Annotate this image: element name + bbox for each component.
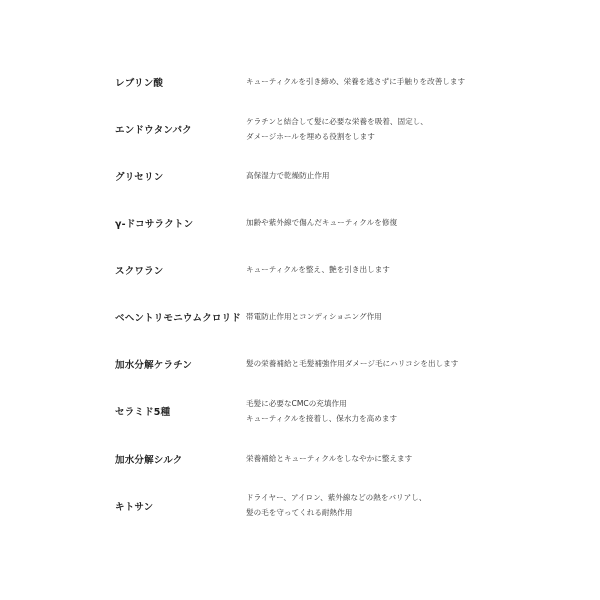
description-line: キューティクルを引き締め、栄養を逃さずに手触りを改善します xyxy=(246,77,466,86)
ingredient-description xyxy=(246,396,397,426)
description-line: 髪の毛を守ってくれる耐熱作用 xyxy=(246,508,353,517)
description-line: 毛髪に必要なCMCの充填作用 xyxy=(246,399,347,408)
ingredient-description xyxy=(246,74,465,89)
ingredient-name: 加水分解シルク xyxy=(115,455,183,466)
ingredient-name: 加水分解ケラチン xyxy=(115,360,193,371)
ingredient-name: ベヘントリモニウムクロリド xyxy=(115,313,242,324)
description-line: キューティクルを接着し、保水力を高めます xyxy=(246,414,398,423)
ingredient-description xyxy=(246,215,397,230)
ingredient-name: スクワラン xyxy=(115,266,164,277)
ingredient-name: エンドウタンパク xyxy=(115,125,192,136)
description-line: 帯電防止作用とコンディショニング作用 xyxy=(246,312,382,321)
description-line: 高保湿力で乾燥防止作用 xyxy=(246,171,330,180)
ingredient-description xyxy=(246,309,382,324)
ingredient-name: キトサン xyxy=(115,502,154,513)
ingredient-name: γ-ドコサラクトン xyxy=(115,219,194,230)
ingredient-name: グリセリン xyxy=(115,172,164,183)
ingredient-name: セラミド5種 xyxy=(115,407,171,418)
description-line: ダメージホールを埋める役割をします xyxy=(246,132,375,141)
description-line: キューティクルを整え、艶を引き出します xyxy=(246,265,390,274)
description-line: ドライヤー、アイロン、紫外線などの熱をバリアし、 xyxy=(246,493,427,502)
ingredient-description xyxy=(246,490,426,520)
ingredient-description xyxy=(246,262,390,277)
ingredient-name: レブリン酸 xyxy=(115,78,164,89)
description-line: 髪の栄養補給と毛髪補強作用ダメージ毛にハリコシを出します xyxy=(246,359,459,368)
ingredient-description xyxy=(246,168,330,183)
ingredient-description xyxy=(246,356,458,371)
ingredient-description xyxy=(246,114,428,144)
description-line: 栄養補給とキューティクルをしなやかに整えます xyxy=(246,454,413,463)
description-line: ケラチンと結合して髪に必要な栄養を吸着、固定し、 xyxy=(246,117,428,126)
ingredient-description xyxy=(246,451,412,466)
description-line: 加齢や紫外線で傷んだキューティクルを修復 xyxy=(246,218,398,227)
